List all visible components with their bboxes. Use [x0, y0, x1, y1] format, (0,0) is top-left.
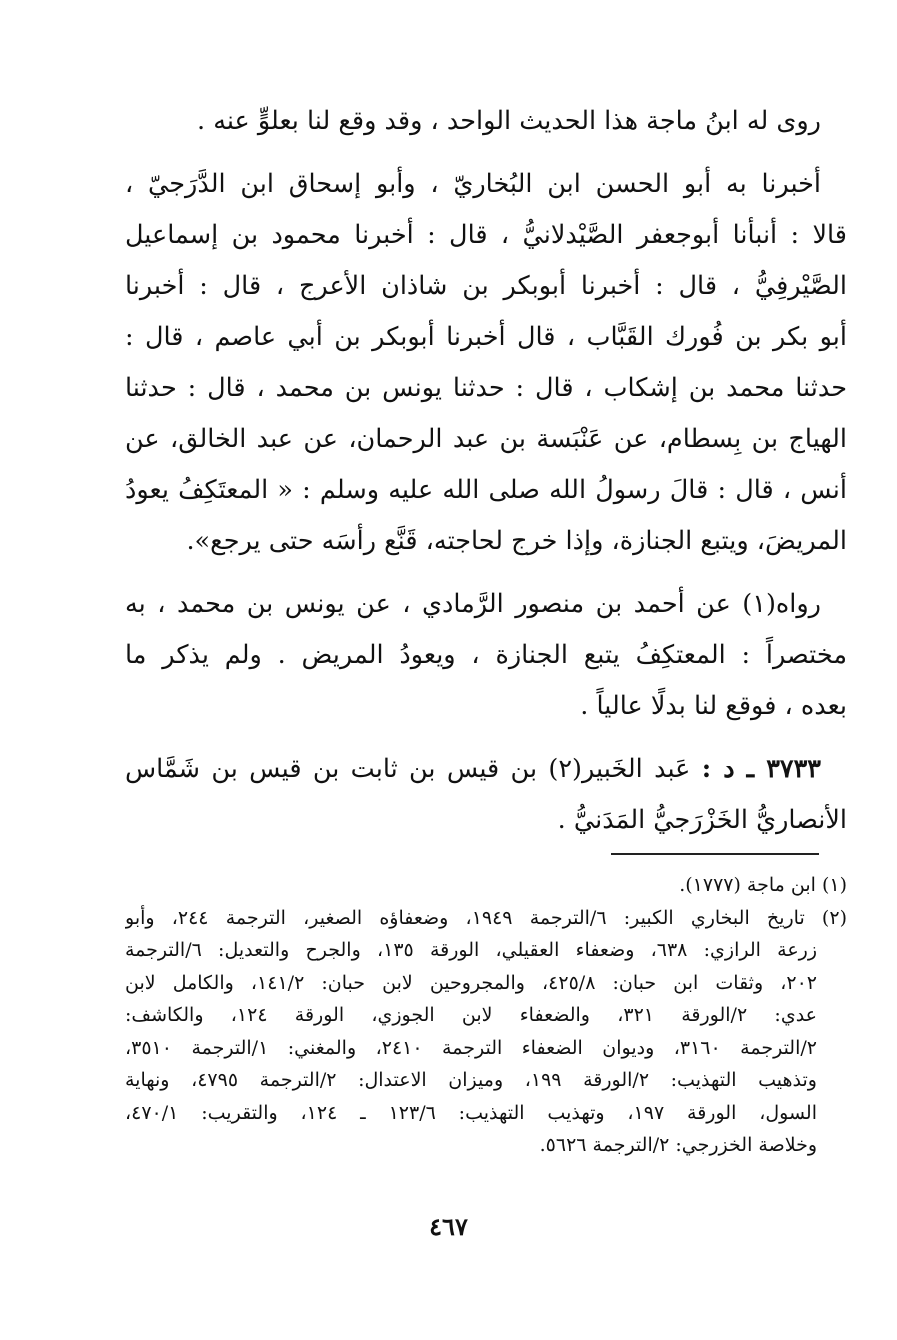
text-line: الهياج بن بِسطام، عن عَنْبَسة بن عبد الرحمان، عن عبد الخالق، عن: [125, 424, 847, 454]
text-line: بعده ، فوقع لنا بدلًا عالياً .: [580, 691, 847, 721]
biography-entry: [125, 744, 847, 846]
entry-name: عَبد الخَبير(٢) بن قيس بن ثابت بن قيس بن شَمَّاس: [125, 754, 691, 784]
footnotes: [125, 869, 847, 1162]
footnote-separator: [611, 853, 819, 855]
paragraph-3: [125, 579, 847, 732]
text-line: أخبرنا به أبو الحسن ابن البُخاريّ ، وأبو إسحاق ابن الدَّرَجيّ ،: [125, 169, 821, 199]
entry-number: ٣٧٣٣ ـ د :: [701, 754, 822, 784]
paragraph-1: [125, 96, 847, 147]
text-line: الصَّيْرفِيُّ ، قال : أخبرنا أبوبكر بن شاذان الأعرج ، قال : أخبرنا: [125, 271, 847, 301]
footnote-line: وخلاصة الخزرجي: ٢/الترجمة ٥٦٢٦.: [539, 1134, 817, 1156]
footnote-line: ٢٠٢، وثقات ابن حبان: ٤٢٥/٨، والمجروحين لابن حبان: ١٤١/٢، والكامل لابن: [125, 971, 818, 994]
footnote-line: (٢) تاريخ البخاري الكبير: ٦/الترجمة ١٩٤٩، وضعفاؤه الصغير، الترجمة ٢٤٤، وأبو: [125, 906, 847, 929]
page-number: ٤٦٧: [429, 1212, 468, 1241]
text-line: مختصراً : المعتكِفُ يتبع الجنازة ، ويعودُ المريض . ولم يذكر ما: [125, 640, 847, 670]
footnote-2: [125, 902, 847, 1162]
footnote-line: (١) ابن ماجة (١٧٧٧).: [679, 874, 847, 896]
text-line: الأنصاريُّ الخَزْرَجيُّ المَدَنيُّ .: [557, 805, 847, 835]
text-line: حدثنا محمد بن إشكاب ، قال : حدثنا يونس بن محمد ، قال : حدثنا: [125, 373, 847, 403]
text-line: المريضَ، ويتبع الجنازة، وإذا خرج لحاجته، قَنَّع رأسَه حتى يرجع».: [186, 526, 847, 556]
text-line: أنس ، قال : قالَ رسولُ الله صلى الله عليه وسلم : « المعتَكِفُ يعودُ: [125, 475, 847, 505]
footnote-line: ٢/الترجمة ٣١٦٠، وديوان الضعفاء الترجمة ٢٤١٠، والمغني: ١/الترجمة ٣٥١٠،: [125, 1036, 817, 1059]
paragraph-2: [125, 159, 847, 567]
text-line: [125, 744, 847, 795]
footnote-line: عدي: ٢/الورقة ٣٢١، والضعفاء لابن الجوزي، الورقة ١٢٤، والكاشف:: [125, 1004, 818, 1026]
footnote-line: زرعة الرازي: ٦٣٨، وضعفاء العقيلي، الورقة ١٣٥، والجرح والتعديل: ٦/الترجمة: [125, 939, 818, 961]
main-text: [125, 96, 847, 858]
text-line: قالا : أنبأنا أبوجعفر الصَّيْدلانيُّ ، قال : أخبرنا محمود بن إسماعيل: [125, 220, 847, 250]
text-line: رواه(١) عن أحمد بن منصور الرَّمادي ، عن يونس بن محمد ، به: [125, 589, 821, 619]
footnote-1: [125, 869, 847, 902]
text-line: أبو بكر بن فُورك القَبَّاب ، قال أخبرنا أبوبكر بن أبي عاصم ، قال :: [125, 322, 847, 352]
footnote-line: السول، الورقة ١٩٧، وتهذيب التهذيب: ١٢٣/٦ ـ ١٢٤، والتقريب: ٤٧٠/١،: [125, 1101, 817, 1124]
text-line: روى له ابنُ ماجة هذا الحديث الواحد ، وقد وقع لنا بعلوٍّ عنه .: [196, 106, 821, 136]
footnote-line: وتذهيب التهذيب: ٢/الورقة ١٩٩، وميزان الاعتدال: ٢/الترجمة ٤٧٩٥، ونهاية: [125, 1069, 817, 1091]
